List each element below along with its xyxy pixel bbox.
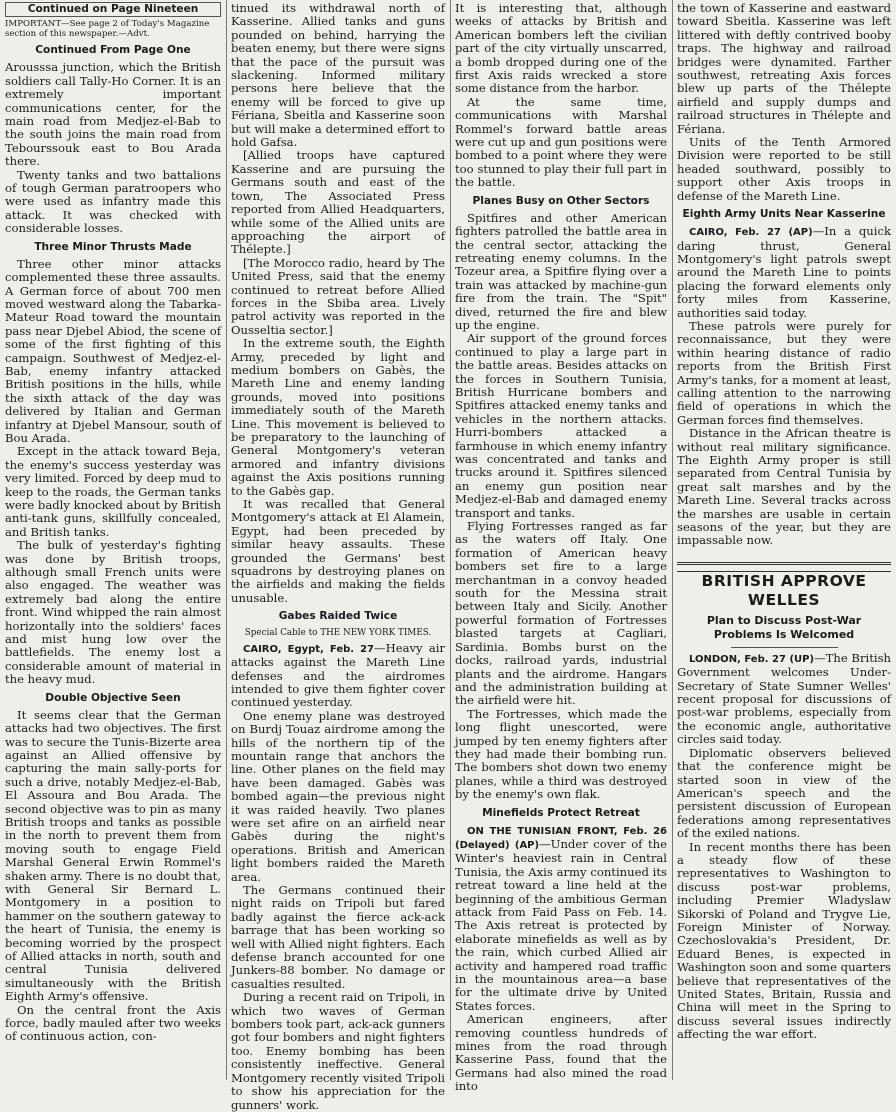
paragraph [455,824,667,1014]
paragraph: These patrols were purely for reconnaissance, but they were within hearing distance of radio reports from the British First Army's tanks, for a moment at least, calling attention to the narrowing field of operations in which the German forces find themselves. [677,318,891,427]
section-heading: Three Minor Thrusts Made [34,240,192,253]
dateline: ON THE TUNISIAN FRONT, Feb. 26 (Delayed) (AP) [455,825,667,851]
paragraph: Units of the Tenth Armored Division were reported to be still headed southward, possibly to support other Axis troops in defense of the Mareth Line. [677,135,891,203]
article-headline: BRITISH APPROVE WELLES [701,571,867,609]
divider [731,647,838,648]
paragraph: In the extreme south, the Eighth Army, preceded by light and medium bombers on Gabès, the Mareth Line and enemy landing grounds, moved into positions immediately south of the Mareth Line. This movement is believed to be preparatory to the launching of General Montgomery's veteran armored and infantry divisions against the Axis positions running to the Gabès gap. [231,336,445,498]
paragraph-text: —In a quick daring thrust, General Montgomery's light patrols swept around the Mareth Line to points placing the forward elements only forty miles from Kasserine, authorities said today. [677,224,891,320]
paragraph-text: —Heavy air attacks against the Mareth Line defenses and the airdromes intended to give them fighter cover continued yesterday. [231,640,445,710]
paragraph: [Allied troops have captured Kasserine and are pursuing the Germans south and east of the town, The Associated Press reported from Allied Headquarters, while some of the Allied units are approaching the airport of Thélepte.] [231,148,445,257]
byline: Special Cable to THE NEW YORK TIMES. [244,628,432,639]
dateline: CAIRO, Egypt, Feb. 27 [243,643,375,655]
paragraph: On the central front the Axis force, badly mauled after two weeks of continuous action, con- [5,1002,221,1044]
paragraph-text: —Under cover of the Winter's heaviest rain in Central Tunisia, the Axis army continued its retreat toward a line held at the beginning of the ambitious German attack from Faid Pass on Feb. 14. The Axis retreat is protected by elaborate minefields as well as by the rain, which curbed Allied air activity and hampered road traffic in the mountainous area—a base for the ultimate drive by United States forces. [455,836,667,1013]
column-1 [0,0,226,1080]
column-3 [450,0,672,1094]
paragraph: At the same time, communications with Marshal Rommel's forward battle areas were cut up and gun positions were bombed to a point where they were too stunned to play their full part in the battle. [455,94,667,190]
paragraph: It was recalled that General Montgomery's attack at El Alamein, Egypt, had been preceded by similar heavy assaults. These grounded the Germans' best squadrons by destroying planes on the airfields and making the fields unusable. [231,497,445,605]
advertising-notice: IMPORTANT—See page 2 of Today's Magazine section of this newspaper.—Advt. [5,19,210,40]
paragraph: Air support of the ground forces continued to play a large part in the battle areas. Besides attacks on the forces in Southern Tunisia, British Hurricane bombers and Spitfires attacked enemy tanks and vehicles in the northern attacks. Hurri-bombers attacked a farmhouse in which enemy infantry was concentrated and tanks and trucks around it. Spitfires silenced an enemy gun position near Medjez-el-Bab and damaged enemy transport and tanks. [455,331,667,520]
paragraph: It seems clear that the German attacks had two objectives. The first was to secure the Tunis-Bizerte area against an Allied offensive by capturing the main sally-ports for such a drive, notably Medjez-el-Bab, El Assoura and Bou Arada. The second objective was to pin as many British troops and tanks as possible in the north to prevent them from moving south to engage Field Marshal General Erwin Rommel's shaken army. There is no doubt that, with General Sir Bernard L. Montgomery in a position to hammer on the southern gateway to the heart of Tunisia, the enemy is becoming worried by the prospect of Allied attacks in north, south and central Tunisia delivered simultaneously with the British Eighth Army's offensive. [5,707,221,1004]
paragraph: During a recent raid on Tripoli, in which two waves of German bombers took part, ack-ack gunners got four bombers and night fighters too. Enemy bombing has been consistently ineffective. General Montgomery recently visited Tripoli to show his appreciation for the gunners' work. [231,990,445,1112]
section-heading: Eighth Army Units Near Kasserine [682,208,886,221]
paragraph: Arousssa junction, which the British soldiers call Tally-Ho Corner. It is an extremely important communications center, for the main road from Medjez-el-Bab to the south joins the main road from Tebourssouk east to Bou Arada there. [5,60,221,169]
paragraph: Distance in the African theatre is without real military significance. The Eighth Army proper is still separated from Central Tunisia by great salt marshes and by the Mareth Line. Several tracks across the marshes are usable in certain seasons of the year, but they are impassable now. [677,426,891,548]
paragraph-text: —The British Government welcomes Under-Secretary of State Sumner Welles' recent proposal for discussions of post-war problems, especially from the economic angle, authoritative circles said today. [677,650,891,747]
column-2 [226,0,450,1112]
paragraph: Diplomatic observers believed that the conference might be started soon in view of the American's speech and the persistent discussion of European federations among representatives of the exiled nations. [677,745,891,841]
paragraph: Spitfires and other American fighters patrolled the battle area in the central sector, attacking the retreating enemy columns. In the Tozeur area, a Spitfire flying over a train was attacked by machine-gun fire from the train. The "Spit" dived, returned the fire and blew up the engine. [455,210,667,332]
paragraph: [The Morocco radio, heard by The United Press, said that the enemy continued to retreat before Allied forces in the Sbiba area. Lively patrol activity was reported in the Ousseltia sector.] [231,255,445,337]
paragraph: It is interesting that, although weeks of attacks by British and American bombers left the civilian part of the city virtually unscarred, a bomb dropped during one of the first Axis raids wrecked a store some distance from the harbor. [455,1,667,96]
article-subheadline: Plan to Discuss Post-War Problems Is Welcomed [706,613,862,641]
dateline: CAIRO, Feb. 27 (AP) [689,227,813,239]
paragraph: One enemy plane was destroyed on Burdj Touaz airdrome among the hills of the northern tip of the mountain range that anchors the line. Other planes on the field may have been damaged. Gabès was bombed again—the previous night it was raided heavily. Two planes were set afire on an airfield near Gabès during the night's operations. British and American light bombers raided the Mareth area. [231,708,445,884]
paragraph: The bulk of yesterday's fighting was done by British troops, although small French units were also engaged. The weather was extremely bad along the entire front. Wind whipped the rain almost horizontally into the soldiers' faces and mist hung low over the battlefields. The enemy lost a considerable amount of material in the heavy mud. [5,538,221,687]
continued-from-heading: Continued From Page One [35,44,191,57]
article-box-rule [677,562,891,572]
paragraph: the town of Kasserine and eastward toward Sbeitla. Kasserine was left littered with deftly contrived booby traps. The highway and railroad bridges were dynamited. Farther southwest, retreating Axis forces blew up parts of the Thélepte airfield and supply dumps and railroad structures in Thélepte and Fériana. [677,1,891,136]
section-heading: Minefields Protect Retreat [482,806,640,819]
paragraph [677,225,891,320]
continued-on-box: Continued on Page Nineteen [5,2,221,17]
paragraph: American engineers, after removing countless hundreds of mines from the road through Kasserine Pass, found that the Germans had also mined the road into [455,1012,667,1094]
section-heading: Double Objective Seen [45,691,181,704]
paragraph: The Germans continued their night raids on Tripoli but fared badly against the fierce ack-ack barrage that has been working so well with Allied night fighters. Each defense branch accounted for one Junkers-88 bomber. No damage or casualties resulted. [231,883,445,991]
paragraph: Except in the attack toward Beja, the enemy's success yesterday was very limited. Forced by deep mud to keep to the roads, the German tanks were badly knocked about by British anti-tank guns, skillfully concealed, and British tanks. [5,444,221,539]
paragraph [677,652,891,747]
dateline: LONDON, Feb. 27 (UP) [689,653,815,665]
paragraph: In recent months there has been a steady flow of these representatives to Washington to discuss post-war problems, including Premier Wladyslaw Sikorski of Poland and Trygve Lie, Foreign Minister of Norway. Czechoslovakia's President, Dr. Eduard Benes, is expected in Washington soon and some quarters believe that representatives of the United States, Britain, Russia and China will meet in the Spring to discuss several issues indirectly affecting the war effort. [677,839,891,1042]
paragraph: tinued its withdrawal north of Kasserine. Allied tanks and guns pounded on behind, harrying the beaten enemy, but there were signs that the pace of the pursuit was slackening. Informed military persons here believe that the enemy will be forced to give up Fériana, Sbeitla and Kasserine soon but will make a determined effort to hold Gafsa. [231,1,445,150]
paragraph: Three other minor attacks complemented these three assaults. A German force of about 700 men moved westward along the Tabarka-Mateur Road toward the mountain pass near Djebel Abiod, the scene of some of the first fighting of this campaign. Southwest of Medjez-el-Bab, enemy infantry attacked British positions in the hills, while the sixth attack of the day was delivered by Italian and German infantry at Djebel Mansour, south of Bou Arada. [5,256,221,445]
section-heading: Gabes Raided Twice [278,610,398,623]
paragraph: Twenty tanks and two battalions of tough German paratroopers who were used as infantry made this attack. It was checked with considerable losses. [5,167,221,236]
column-4 [672,0,896,1080]
section-heading: Planes Busy on Other Sectors [472,194,650,207]
paragraph: The Fortresses, which made the long flight unescorted, were jumped by ten enemy fighters after they had made their bombing run. The bombers shot down two enemy planes, while a third was destroyed by the enemy's own flak. [455,706,667,802]
paragraph: Flying Fortresses ranged as far as the waters off Italy. One formation of American heavy bombers set fire to a large merchantman in a convoy headed south for the Messina strait between Italy and Sicily. Another powerful formation of Fortresses blasted targets at Cagliari, Sardinia. Bombs burst on the docks, railroad yards, industrial plants and the airdrome. Hangars and the administration building at the airfield were hit. [455,519,667,708]
paragraph [231,642,445,710]
